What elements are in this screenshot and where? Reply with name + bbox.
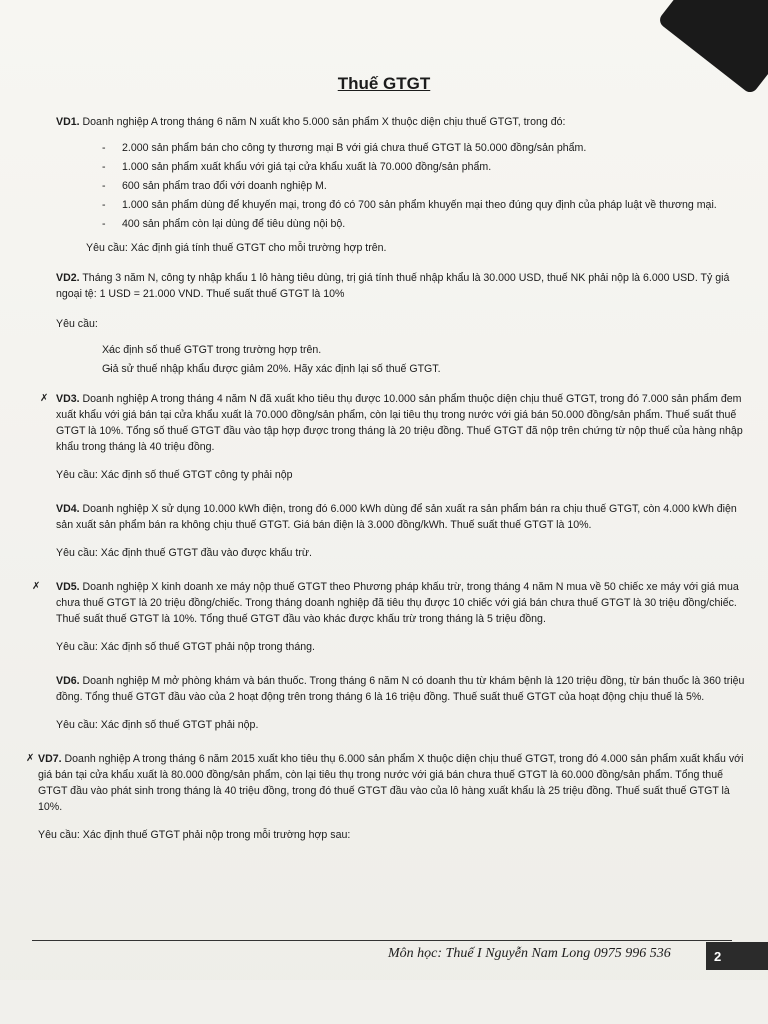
- example-body: Doanh nghiệp A trong tháng 4 năm N đã xuất kho tiêu thụ được 10.000 sản phẩm thuộc diện chịu thuế GTGT, trong đó 7.000 sản phẩm đem xuất khẩu với giá bán tại cửa khẩu xuất là 70.000 đồng/sản phẩm, còn lại tiêu thụ trong nước với giá bán 50.000 đồng/sản phẩm. Thuế suất thuế GTGT là 10%. Tổng số thuế GTGT đầu vào tập hợp được trong tháng là 20 triệu đồng. Thuế GTGT đã nộp trên chứng từ nộp thuế của hàng nhập khẩu trong tháng là 40 triệu đồng.: [56, 393, 743, 453]
- example-body: Tháng 3 năm N, công ty nhập khẩu 1 lô hàng tiêu dùng, trị giá tính thuế nhập khẩu là 30.000 USD, thuế NK phải nộp là 6.000 USD. Tỷ giá ngoại tệ: 1 USD = 21.000 VND. Thuế suất thuế GTGT là 10%: [56, 272, 730, 300]
- document-title: Thuế GTGT: [337, 74, 431, 93]
- list-item: - 1.000 sản phẩm dùng để khuyến mại, trong đó có 700 sản phẩm khuyến mại theo đúng quy định của pháp luật về thương mại.: [56, 197, 750, 213]
- footer-divider: [32, 940, 732, 941]
- example-text: [38, 751, 750, 815]
- example-vd5: [32, 579, 750, 655]
- example-label: VD5.: [56, 581, 80, 593]
- example-text: [56, 501, 750, 533]
- example-label: VD3.: [56, 393, 80, 405]
- margin-check-mark: ✗: [26, 753, 35, 764]
- list-item: - 2.000 sản phẩm bán cho công ty thương mại B với giá chưa thuế GTGT là 50.000 đồng/sản phẩm.: [56, 140, 750, 156]
- example-requirement: Yêu cầu: Xác định thuế GTGT phải nộp trong mỗi trường hợp sau:: [38, 829, 351, 841]
- example-requirement: Yêu cầu: Xác định số thuế GTGT phải nộp.: [56, 719, 259, 731]
- page-footer: Môn học: Thuế I Nguyễn Nam Long 0975 996 536: [388, 946, 671, 961]
- margin-check-mark: ✗: [32, 581, 41, 592]
- example-label: VD1.: [56, 116, 80, 128]
- example-list: [56, 140, 750, 232]
- example-label: VD4.: [56, 503, 80, 515]
- example-requirement: Yêu cầu: Xác định số thuế GTGT phải nộp trong tháng.: [56, 641, 315, 653]
- example-requirement-title: Yêu cầu:: [56, 318, 98, 330]
- example-label: VD2.: [56, 272, 80, 284]
- example-body: Doanh nghiệp A trong tháng 6 năm 2015 xuất kho tiêu thụ 6.000 sản phẩm X thuộc diện chịu thuế GTGT, trong đó 4.000 sản phẩm xuất khẩu với giá bán tại cửa khẩu xuất là 80.000 đồng/sản phẩm, còn lại tiêu thụ trong nước với giá bán chưa thuế GTGT là 60.000 đồng/sản phẩm. Tổng thuế GTGT đầu vào phát sinh trong tháng là 40 triệu đồng, trong đó thuế GTGT đầu vào của lô hàng xuất khẩu là 25 triệu đồng. Thuế suất thuế GTGT là 10%.: [38, 753, 744, 813]
- document-body: [26, 114, 750, 861]
- list-item: - Giả sử thuế nhập khẩu được giảm 20%. Hãy xác định lại số thuế GTGT.: [56, 361, 750, 377]
- example-vd1: [38, 114, 750, 256]
- example-vd4: [38, 501, 750, 561]
- example-requirement: Yêu cầu: Xác định thuế GTGT đầu vào được khấu trừ.: [56, 547, 312, 559]
- example-vd2: [38, 270, 750, 377]
- list-item: - 400 sản phẩm còn lại dùng để tiêu dùng nội bộ.: [56, 216, 750, 232]
- example-body: Doanh nghiệp X kinh doanh xe máy nộp thuế GTGT theo Phương pháp khấu trừ, trong tháng 4 năm N mua về 50 chiếc xe máy với giá mua chưa thuế GTGT là 20 triệu đồng/chiếc. Trong tháng doanh nghiệp đã tiêu thụ được 10 chiếc với giá bán chưa thuế GTGT là 30 triệu đồng/chiếc. Thuế suất thuế GTGT là 10%. Tổng thuế GTGT đầu vào khác được khấu trừ trong tháng là 5 triệu đồng.: [56, 581, 739, 625]
- example-vd6: [38, 673, 750, 733]
- example-text: [56, 270, 750, 302]
- example-body: Doanh nghiệp X sử dụng 10.000 kWh điện, trong đó 6.000 kWh dùng để sản xuất ra sản phẩm bán ra chịu thuế GTGT, còn 4.000 kWh điện sản xuất sản phẩm bán ra không chịu thuế GTGT. Giá bán điện là 3.000 đồng/kWh. Thuế suất thuế GTGT là 10%.: [56, 503, 737, 531]
- margin-check-mark: ✗: [40, 393, 49, 404]
- example-body: Doanh nghiệp A trong tháng 6 năm N xuất kho 5.000 sản phẩm X thuộc diện chịu thuế GTGT, trong đó:: [82, 116, 566, 128]
- example-body: Doanh nghiệp M mở phòng khám và bán thuốc. Trong tháng 6 năm N có doanh thu từ khám bệnh là 120 triệu đồng, từ bán thuốc là 360 triệu đồng. Tổng thuế GTGT đầu vào của 2 hoạt động trên trong tháng 6 là 16 triệu đồng. Thuế suất thuế GTGT của hoạt động chịu thuế là 5%.: [56, 675, 745, 703]
- list-item: - Xác định số thuế GTGT trong trường hợp trên.: [56, 342, 750, 358]
- example-label: VD6.: [56, 675, 80, 687]
- example-text: [56, 391, 750, 455]
- page-bottom-margin: [0, 980, 768, 1024]
- list-item: - 600 sản phẩm trao đổi với doanh nghiệp M.: [56, 178, 750, 194]
- example-requirement: Yêu cầu: Xác định giá tính thuế GTGT cho mỗi trường hợp trên.: [86, 242, 387, 254]
- example-requirement: Yêu cầu: Xác định số thuế GTGT công ty phải nộp: [56, 469, 293, 481]
- example-text: [56, 673, 750, 705]
- list-item: - 1.000 sản phẩm xuất khẩu với giá tại cửa khẩu xuất là 70.000 đồng/sản phẩm.: [56, 159, 750, 175]
- page-number: 2: [706, 942, 768, 970]
- example-label: VD7.: [38, 753, 62, 765]
- example-vd7: [26, 751, 750, 843]
- example-text: [56, 114, 750, 130]
- example-vd3: [38, 391, 750, 483]
- example-list: [56, 342, 750, 377]
- example-text: [56, 579, 750, 627]
